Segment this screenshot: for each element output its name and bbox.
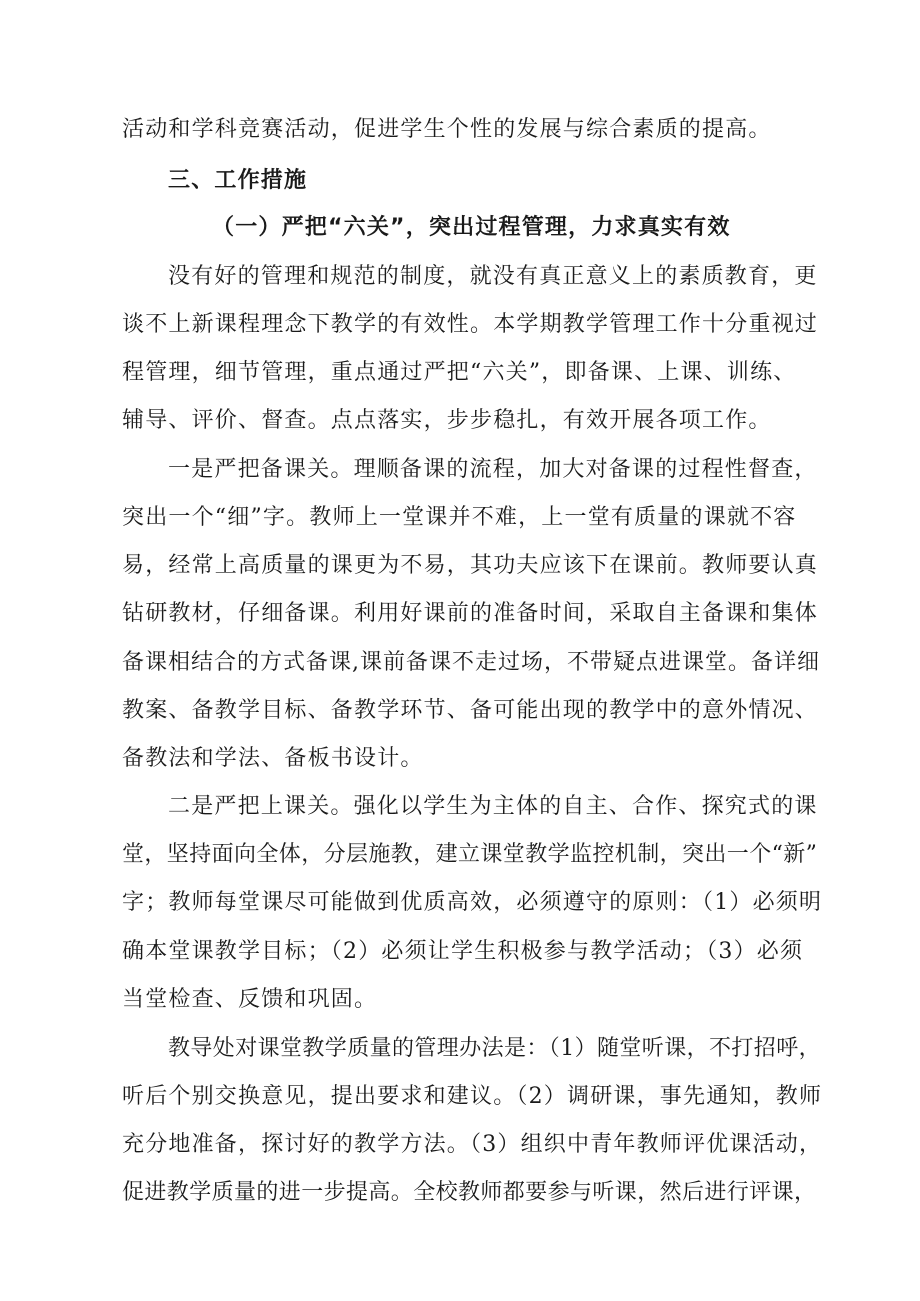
paragraph-line: 突出一个“细”字。教师上一堂课并不难，上一堂有质量的课就不容 [122, 505, 797, 530]
paragraph-line: 辅导、评价、督查。点点落实，步步稳扎，有效开展各项工作。 [122, 408, 772, 433]
paragraph-line: 易，经常上高质量的课更为不易，其功夫应该下在课前。教师要认真 [122, 553, 819, 578]
paragraph-line: 一是严把备课关。理顺备课的流程，加大对备课的过程性督查， [168, 457, 818, 482]
paragraph-line: 教案、备教学目标、备教学环节、备可能出现的教学中的意外情况、 [122, 698, 819, 723]
paragraph-line: 钻研教材，仔细备课。利用好课前的准备时间，采取自主备课和集体 [122, 601, 819, 626]
paragraph-line: 充分地准备，探讨好的教学方法。（3）组织中青年教师评优课活动， [122, 1132, 823, 1157]
section-heading: 三、工作措施 [168, 168, 308, 193]
paragraph-line: 程管理，细节管理，重点通过严把“六关”，即备课、上课、训练、 [122, 360, 797, 385]
paragraph-line: 备课相结合的方式备课,课前备课不走过场，不带疑点进课堂。备详细 [122, 650, 820, 675]
paragraph-line: 堂，坚持面向全体，分层施教，建立课堂教学监控机制，突出一个“新” [122, 842, 818, 867]
paragraph-line: 字；教师每堂课尽可能做到优质高效，必须遵守的原则：（1）必须明 [122, 890, 823, 915]
paragraph-line: 二是严把上课关。强化以学生为主体的自主、合作、探究式的课 [168, 794, 818, 819]
paragraph-line: 教导处对课堂教学质量的管理办法是：（1）随堂听课，不打招呼， [168, 1036, 821, 1061]
paragraph-line: 听后个别交换意见，提出要求和建议。（2）调研课，事先通知，教师 [122, 1084, 823, 1109]
paragraph-line: 谈不上新课程理念下教学的有效性。本学期教学管理工作十分重视过 [122, 312, 819, 337]
paragraph-line: 当堂检查、反馈和巩固。 [122, 987, 378, 1012]
paragraph-line: 活动和学科竞赛活动，促进学生个性的发展与综合素质的提高。 [122, 117, 772, 142]
paragraph-line: 促进教学质量的进一步提高。全校教师都要参与听课，然后进行评课， [122, 1180, 817, 1205]
paragraph-line: 没有好的管理和规范的制度，就没有真正意义上的素质教育，更 [168, 264, 818, 289]
subsection-heading: （一）严把“六关”，突出过程管理，力求真实有效 [212, 215, 731, 240]
paragraph-line: 备教法和学法、备板书设计。 [122, 746, 424, 771]
paragraph-line: 确本堂课教学目标；（2）必须让学生积极参与教学活动；（3）必须 [122, 939, 804, 964]
